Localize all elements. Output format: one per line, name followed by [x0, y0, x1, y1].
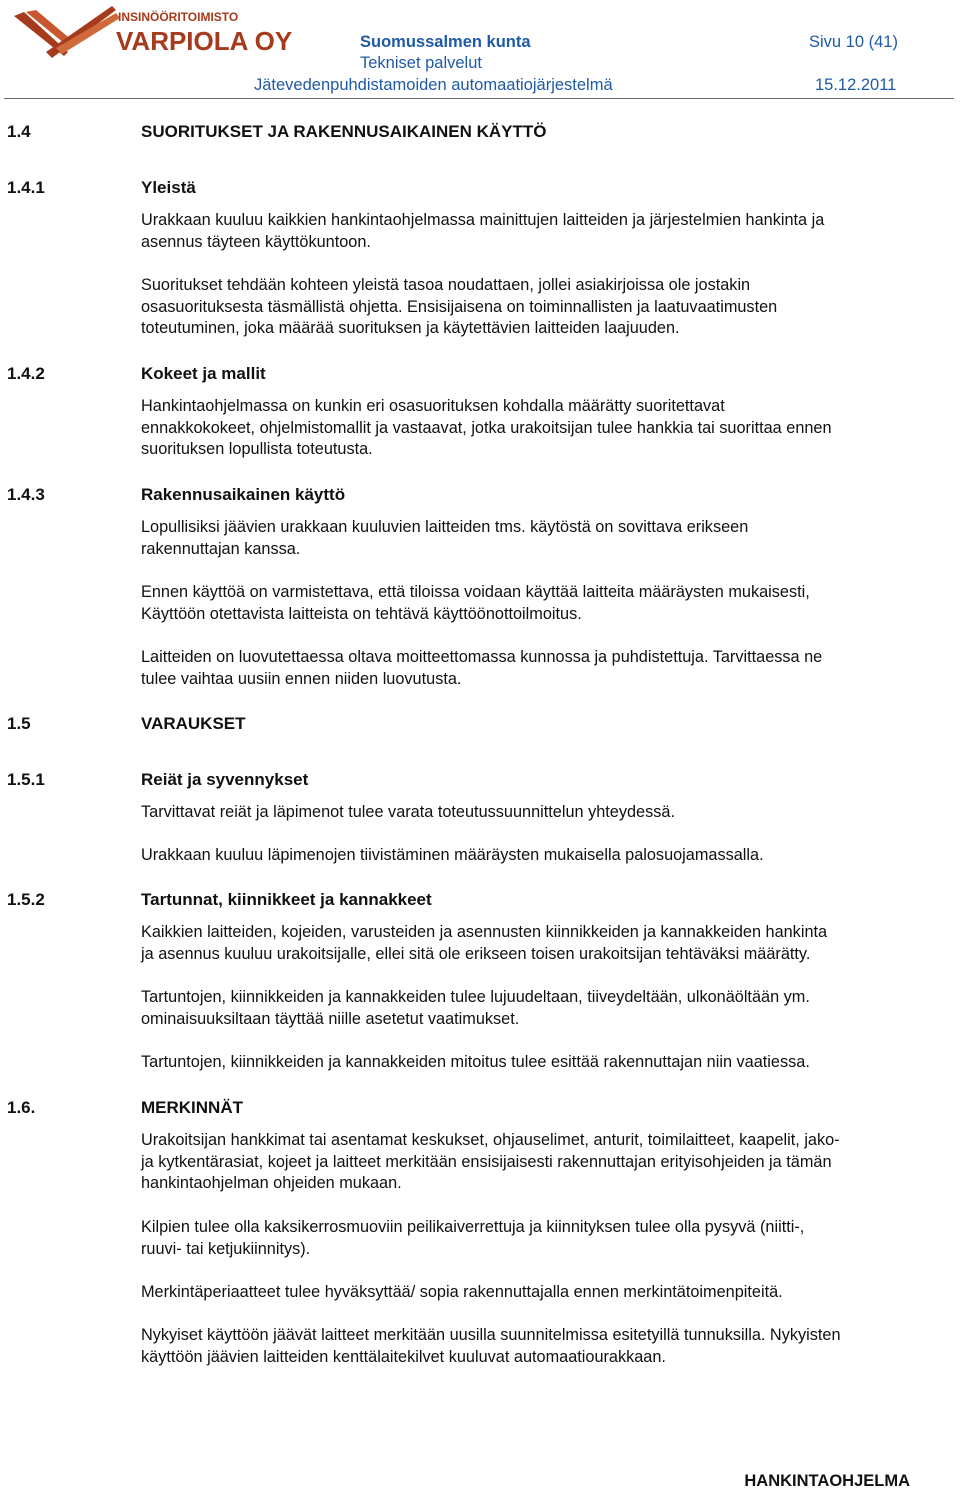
- company-logo: [12, 4, 293, 64]
- section-title-1-4-3: Rakennusaikainen käyttö: [141, 485, 346, 504]
- paragraph-line: hankintaohjelman ohjeiden mukaan.: [141, 1174, 402, 1193]
- paragraph-line: ominaisuuksiltaan täyttää niille asetetut vaatimukset.: [141, 1009, 520, 1028]
- paragraph: [141, 275, 951, 340]
- paragraph-line: toteutuminen, joka määrää suorituksen ja käytettävien laitteiden laajuuden.: [141, 319, 680, 338]
- section-title-1-4-1: Yleistä: [141, 178, 196, 197]
- paragraph-line: tulee vaihtaa uusiin ennen niiden luovutusta.: [141, 669, 462, 688]
- paragraph-line: käyttöön jäävien laitteiden kenttälaitekilvet kuuluvat automaatiourakkaan.: [141, 1347, 666, 1366]
- paragraph: [141, 582, 951, 625]
- section-title-1-4-2: Kokeet ja mallit: [141, 364, 266, 383]
- paragraph: [141, 1217, 951, 1260]
- paragraph-line: Käyttöön otettavista laitteista on tehtävä käyttöönottoilmoitus.: [141, 604, 582, 623]
- section-number-1-4-3: 1.4.3: [7, 485, 45, 504]
- paragraph-line: Kilpien tulee olla kaksikerrosmuoviin peilikaiverrettuja ja kiinnityksen tulee olla pysyvä (niitti-,: [141, 1218, 805, 1236]
- paragraph: [141, 647, 951, 690]
- paragraph-line: Hankintaohjelmassa on kunkin eri osasuorituksen kohdalla määrätty suoritettavat: [141, 397, 725, 415]
- section-title-1-6: MERKINNÄT: [141, 1098, 243, 1117]
- paragraph-line: Lopullisiksi jäävien urakkaan kuuluvien laitteiden tms. käytöstä on sovittava erikseen: [141, 518, 749, 536]
- header-date: 15.12.2011: [815, 76, 897, 94]
- paragraph-line: ja asennus kuuluu urakoitsijalle, ellei sitä ole erikseen toisen urakoitsijan tehtäväksi määrätty.: [141, 944, 811, 963]
- paragraph-line: Suoritukset tehdään kohteen yleistä tasoa noudattaen, jollei asiakirjoissa ole jostakin: [141, 276, 751, 294]
- header-project: Jätevedenpuhdistamoiden automaatiojärjestelmä: [254, 76, 613, 94]
- paragraph-line: osasuorituksesta täsmällistä ohjetta. Ensisijaisena on toiminnallisten ja laatuvaatimusten: [141, 297, 778, 316]
- paragraph-line: Urakkaan kuuluu läpimenojen tiivistäminen määräysten mukaisella palosuojamassalla.: [141, 846, 764, 864]
- section-number-1-5-1: 1.5.1: [7, 770, 45, 789]
- paragraph-line: Laitteiden on luovutettaessa oltava moitteettomassa kunnossa ja puhdistettuja. Tarvittaessa ne: [141, 648, 823, 666]
- header-company: Suomussalmen kunta: [360, 33, 531, 51]
- paragraph: [141, 1325, 951, 1368]
- paragraph: [141, 802, 951, 824]
- paragraph: [141, 1282, 951, 1304]
- paragraph-line: suorituksen lopullista toteutusta.: [141, 440, 373, 459]
- paragraph-line: rakennuttajan kanssa.: [141, 539, 301, 558]
- section-title-1-5-1: Reiät ja syvennykset: [141, 770, 309, 789]
- varpiola-logo-icon: [12, 4, 293, 64]
- paragraph: [141, 922, 951, 965]
- section-title-1-5-2: Tartunnat, kiinnikkeet ja kannakkeet: [141, 890, 432, 909]
- section-number-1-6: 1.6.: [7, 1098, 36, 1117]
- paragraph-line: ja kytkentärasiat, kojeet ja laitteet merkitään ensisijaisesti rakennuttajan erityisohjeiden ja tämän: [141, 1152, 832, 1171]
- paragraph: [141, 845, 951, 867]
- paragraph: [141, 1130, 951, 1195]
- section-title-1-4: SUORITUKSET JA RAKENNUSAIKAINEN KÄYTTÖ: [141, 122, 547, 141]
- paragraph-line: Urakoitsijan hankkimat tai asentamat keskukset, ohjauselimet, anturit, toimilaitteet, kaapelit, jako-: [141, 1131, 840, 1149]
- paragraph: [141, 1052, 951, 1074]
- paragraph-line: Tartuntojen, kiinnikkeiden ja kannakkeiden tulee lujuudeltaan, tiiveydeltään, ulkonäöltään ym.: [141, 988, 810, 1006]
- section-number-1-4: 1.4: [7, 122, 31, 141]
- header-department: Tekniset palvelut: [360, 54, 482, 72]
- paragraph-line: Urakkaan kuuluu kaikkien hankintaohjelmassa mainittujen laitteiden ja järjestelmien hankinta ja: [141, 211, 825, 229]
- paragraph-line: Nykyiset käyttöön jäävät laitteet merkitään uusilla suunnitelmissa esitetyillä tunnuksilla. Nykyisten: [141, 1326, 841, 1344]
- paragraph-line: Tarvittavat reiät ja läpimenot tulee varata toteutussuunnittelun yhteydessä.: [141, 803, 675, 821]
- paragraph-line: Kaikkien laitteiden, kojeiden, varusteiden ja asennusten kiinnikkeiden ja kannakkeiden hankinta: [141, 923, 828, 941]
- paragraph-line: ruuvi- tai ketjukiinnitys).: [141, 1239, 311, 1258]
- section-number-1-4-1: 1.4.1: [7, 178, 45, 197]
- paragraph: [141, 210, 951, 253]
- footer-label: HANKINTAOHJELMA: [744, 1472, 910, 1490]
- section-title-1-5: VARAUKSET: [141, 714, 246, 733]
- paragraph-line: ennakkokokeet, ohjelmistomallit ja vastaavat, jotka urakoitsijan tulee hankkia tai suorittaa ennen: [141, 418, 832, 437]
- section-number-1-5: 1.5: [7, 714, 31, 733]
- header-page-number: Sivu 10 (41): [809, 33, 898, 51]
- header-divider: [4, 98, 954, 99]
- section-number-1-5-2: 1.5.2: [7, 890, 45, 909]
- paragraph-line: Tartuntojen, kiinnikkeiden ja kannakkeiden mitoitus tulee esittää rakennuttajan niin vaatiessa.: [141, 1053, 810, 1071]
- paragraph: [141, 987, 951, 1030]
- paragraph-line: Ennen käyttöä on varmistettava, että tiloissa voidaan käyttää laitteita määräysten mukaisesti,: [141, 583, 810, 601]
- paragraph: [141, 396, 951, 461]
- logo-line2: VARPIOLA OY: [116, 26, 293, 56]
- logo-line1: INSINÖÖRITOIMISTO: [118, 10, 239, 24]
- paragraph: [141, 517, 951, 560]
- paragraph-line: Merkintäperiaatteet tulee hyväksyttää/ sopia rakennuttajalla ennen merkintätoimenpiteitä.: [141, 1283, 783, 1301]
- paragraph-line: asennus täyteen käyttökuntoon.: [141, 232, 371, 251]
- section-number-1-4-2: 1.4.2: [7, 364, 45, 383]
